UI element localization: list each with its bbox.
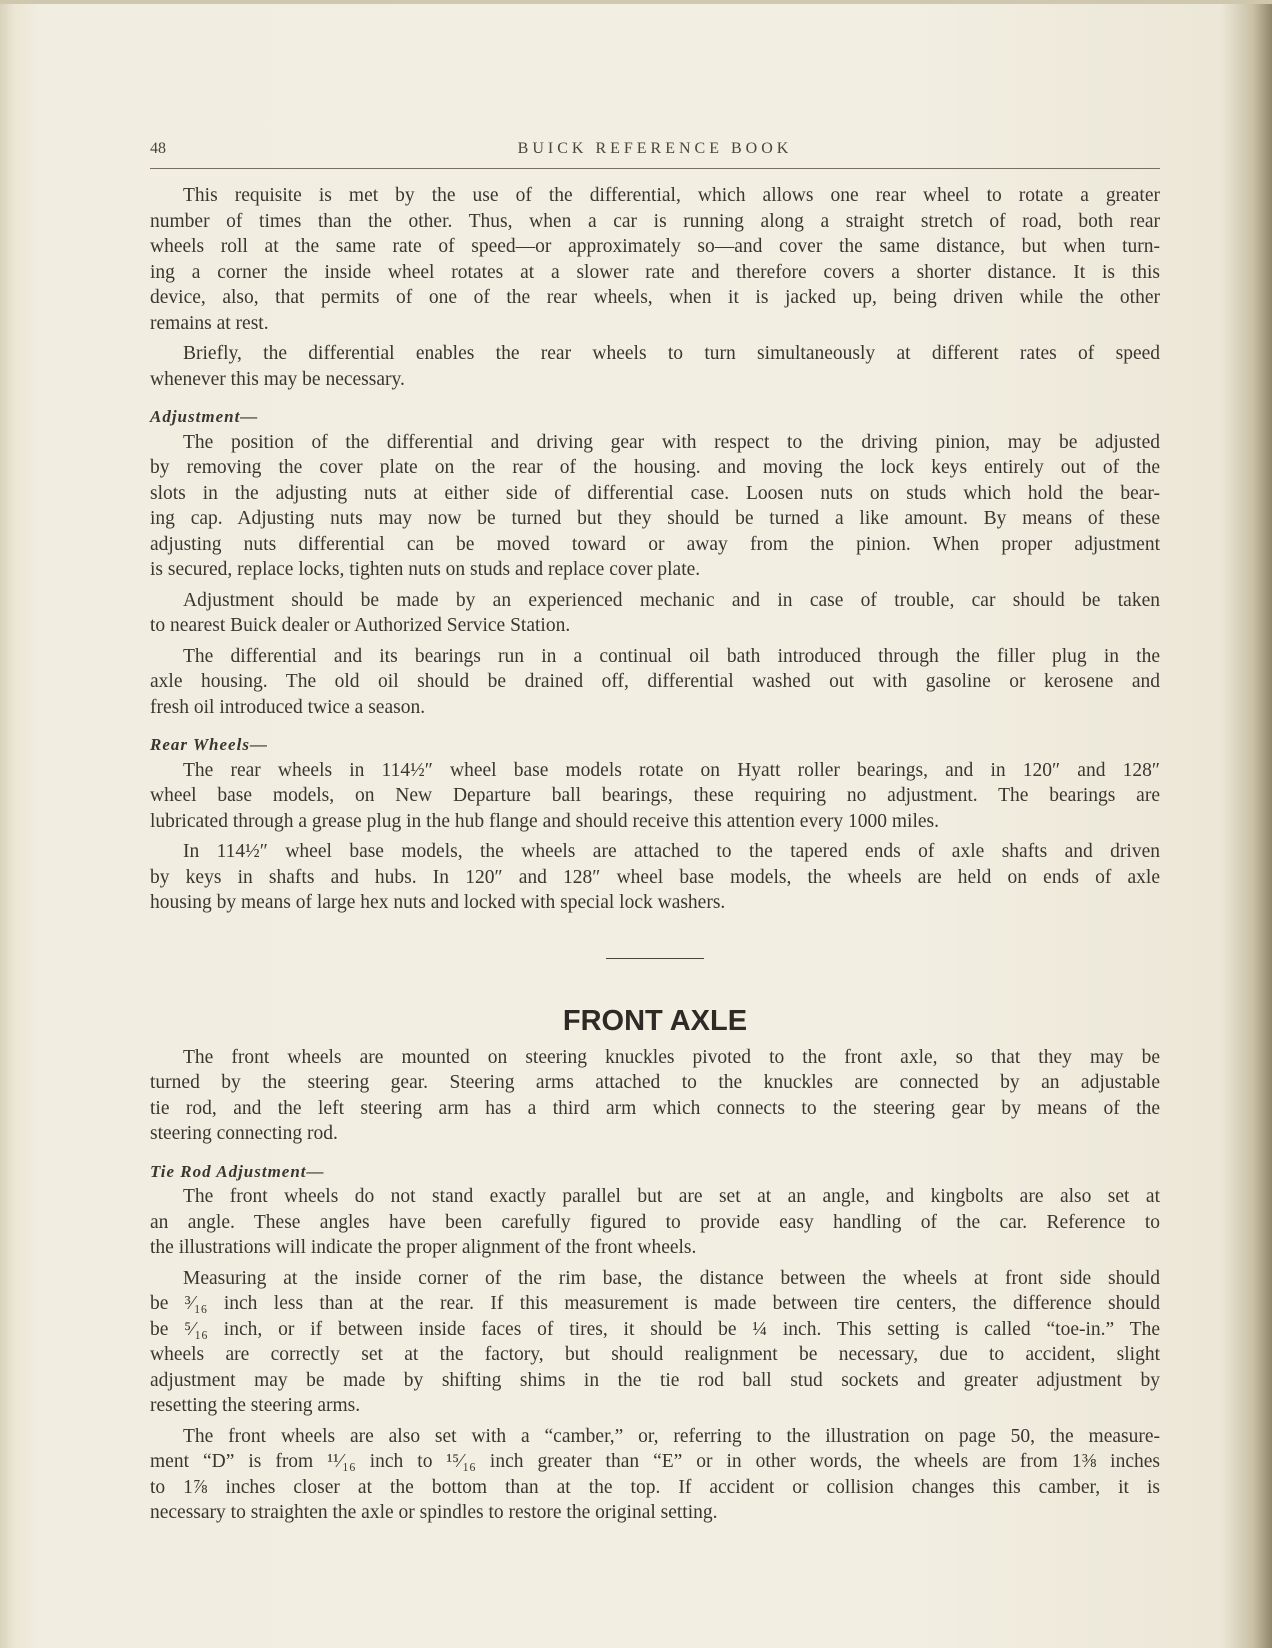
- text-line: tie rod, and the left steering arm has a third arm which connects to the steering gear by means of the: [150, 1097, 1160, 1119]
- text-line: The front wheels are mounted on steering knuckles pivoted to the front axle, so that they may be: [183, 1046, 1160, 1068]
- paragraph: [150, 183, 1160, 336]
- subheading: Tie Rod Adjustment—: [150, 1161, 325, 1181]
- text-line: number of times than the other. Thus, when a car is running along a straight stretch of road, both rear: [150, 210, 1160, 232]
- text-line: the illustrations will indicate the proper alignment of the front wheels.: [150, 1237, 697, 1258]
- subheading: Adjustment—: [150, 407, 259, 426]
- book-page: [150, 140, 1160, 1531]
- text-line: The front wheels do not stand exactly parallel but are set at an angle, and kingbolts are also set at: [183, 1186, 1160, 1207]
- text-line: This requisite is met by the use of the differential, which allows one rear wheel to rotate a greater: [183, 185, 1160, 206]
- text-line: Briefly, the differential enables the rear wheels to turn simultaneously at different rates of speed: [183, 343, 1160, 364]
- text-line: fresh oil introduced twice a season.: [150, 696, 426, 718]
- paragraph: [150, 341, 1160, 392]
- text-line: is secured, replace locks, tighten nuts on studs and replace cover plate.: [150, 559, 701, 580]
- text-line: be ³⁄₁₆ inch less than at the rear. If this measurement is made between tire centers, the difference should: [150, 1293, 1160, 1314]
- running-header: [150, 140, 1160, 164]
- text-line: The rear wheels in 114½″ wheel base models rotate on Hyatt roller bearings, and in 120″ and 128″: [183, 759, 1160, 781]
- section-divider: [606, 958, 704, 959]
- paragraph: [150, 644, 1160, 721]
- text-line: to nearest Buick dealer or Authorized Service Station.: [150, 615, 571, 636]
- paragraph: [150, 758, 1160, 835]
- text-line: ment “D” is from ¹¹⁄₁₆ inch to ¹⁵⁄₁₆ inch greater than “E” or in other words, the wheels are from 1⅜ inches: [150, 1451, 1160, 1472]
- text-line: The differential and its bearings run in a continual oil bath introduced through the filler plug in the: [183, 645, 1160, 667]
- text-line: The position of the differential and driving gear with respect to the driving pinion, may be adjusted: [183, 431, 1160, 453]
- text-line: by removing the cover plate on the rear of the housing. and moving the lock keys entirely out of the: [150, 457, 1160, 478]
- text-line: necessary to straighten the axle or spindles to restore the original setting.: [150, 1502, 718, 1523]
- section-heading: FRONT AXLE: [562, 1004, 748, 1037]
- text-line: steering connecting rod.: [150, 1123, 338, 1144]
- text-line: turned by the steering gear. Steering arms attached to the knuckles are connected by an adjustable: [150, 1072, 1160, 1093]
- text-line: axle housing. The old oil should be drained off, differential washed out with gasoline or kerosene and: [150, 671, 1160, 692]
- paragraph: [150, 1424, 1160, 1526]
- text-line: be ⁵⁄₁₆ inch, or if between inside faces of tires, it should be ¼ inch. This setting is called “toe-in.” The: [150, 1318, 1160, 1340]
- page-body: [150, 183, 1160, 1526]
- paragraph: [150, 1266, 1160, 1419]
- text-line: adjustment may be made by shifting shims in the tie rod ball stud sockets and greater adjustment by: [150, 1369, 1160, 1391]
- text-line: an angle. These angles have been carefully figured to provide easy handling of the car. Reference to: [150, 1211, 1160, 1233]
- text-line: resetting the steering arms.: [150, 1395, 361, 1416]
- text-line: In 114½″ wheel base models, the wheels are attached to the tapered ends of axle shafts and driven: [183, 841, 1160, 862]
- text-line: wheel base models, on New Departure ball bearings, these requiring no adjustment. The bearings are: [150, 785, 1160, 806]
- text-line: ing a corner the inside wheel rotates at a slower rate and therefore covers a shorter distance. It is this: [150, 261, 1160, 283]
- text-line: device, also, that permits of one of the rear wheels, when it is jacked up, being driven while the other: [150, 287, 1160, 308]
- paragraph: [150, 839, 1160, 916]
- text-line: The front wheels are also set with a “camber,” or, referring to the illustration on page 50, the measure-: [183, 1425, 1160, 1447]
- text-line: slots in the adjusting nuts at either side of differential case. Loosen nuts on studs which hold the bear-: [150, 482, 1160, 504]
- paragraph: [150, 430, 1160, 583]
- text-line: housing by means of large hex nuts and locked with special lock washers.: [150, 892, 726, 913]
- page-number: 48: [150, 140, 166, 157]
- paragraph: [150, 1184, 1160, 1261]
- running-title: BUICK REFERENCE BOOK: [517, 140, 793, 157]
- text-line: remains at rest.: [150, 312, 269, 334]
- text-line: lubricated through a grease plug in the hub flange and should receive this attention every 1000 miles.: [150, 810, 939, 832]
- text-line: Adjustment should be made by an experienced mechanic and in case of trouble, car should be taken: [183, 589, 1160, 611]
- page-edge: [0, 0, 1272, 4]
- paragraph: [150, 588, 1160, 639]
- text-line: Measuring at the inside corner of the rim base, the distance between the wheels at front side should: [183, 1267, 1160, 1289]
- text-line: by keys in shafts and hubs. In 120″ and 128″ wheel base models, the wheels are held on ends of axle: [150, 866, 1160, 888]
- text-line: wheels are correctly set at the factory, but should realignment be necessary, due to accident, slight: [150, 1344, 1160, 1365]
- text-line: whenever this may be necessary.: [150, 368, 405, 390]
- text-line: adjusting nuts differential can be moved toward or away from the pinion. When proper adjustment: [150, 533, 1160, 555]
- subheading: Rear Wheels—: [150, 735, 268, 754]
- text-line: to 1⅞ inches closer at the bottom than at the top. If accident or collision changes this camber, it is: [150, 1476, 1160, 1498]
- header-rule: [150, 168, 1160, 169]
- text-line: wheels roll at the same rate of speed—or approximately so—and cover the same distance, but when turn-: [150, 236, 1160, 257]
- text-line: ing cap. Adjusting nuts may now be turned but they should be turned a like amount. By means of these: [150, 508, 1160, 529]
- paragraph: [150, 1045, 1160, 1147]
